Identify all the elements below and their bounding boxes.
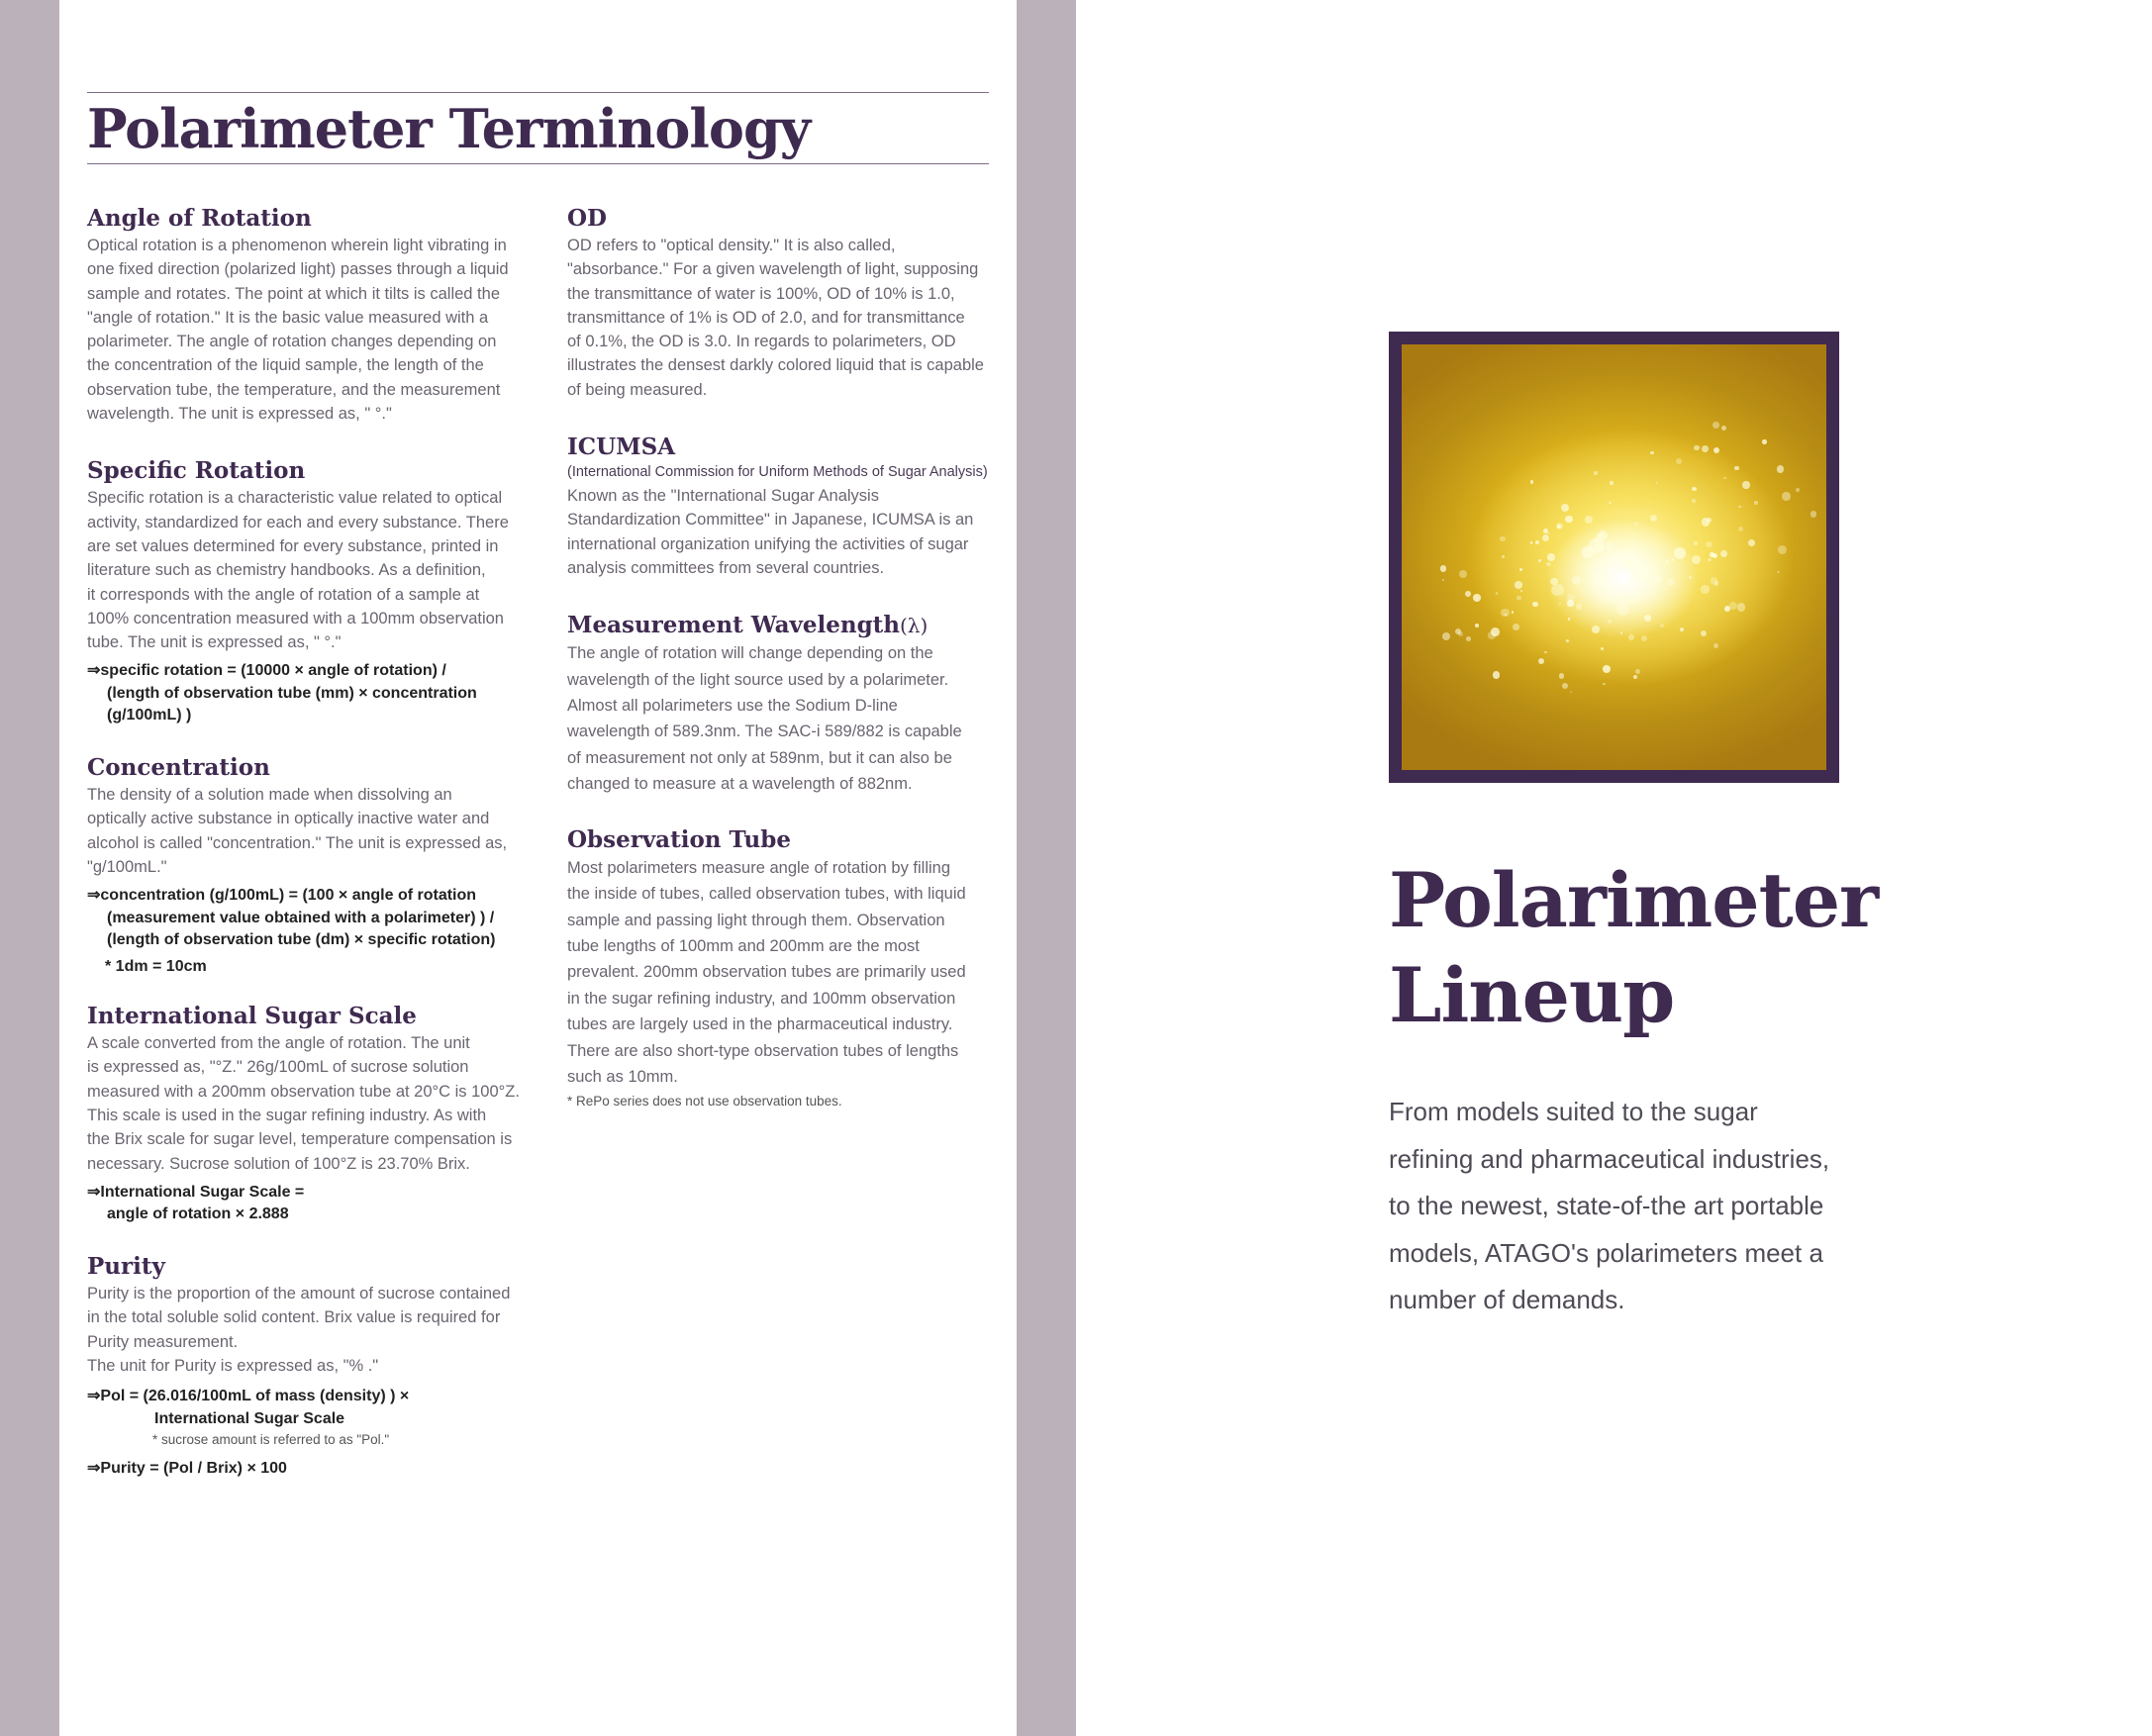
term-heading: OD — [567, 205, 607, 232]
sparkle — [1458, 631, 1463, 636]
term-observation-tube — [567, 825, 989, 1112]
term-body: The density of a solution made when dissolving an optically active substance in optically inactive water and alcohol is called "concentration." The unit is expressed as, "g/100mL." — [87, 785, 508, 876]
sparkle — [1603, 683, 1605, 685]
term-international-sugar-scale — [87, 1002, 544, 1226]
sparkle — [1542, 534, 1549, 541]
terminology-page — [59, 0, 1017, 1736]
term-icumsa — [567, 433, 989, 580]
sparkle — [1610, 481, 1614, 485]
term-body: A scale converted from the angle of rotation. The unit is expressed as, "°Z." 26g/100mL of sucrose solution measured with a 200mm observation tube at 20°C is 100°Z. This scale is used in the sugar refining industry. As with the Brix scale for sugar level, temperature compensation is necessary. Sucrose solution of 100°Z is 23.70% Brix. — [87, 1034, 520, 1173]
sparkle — [1572, 576, 1581, 585]
sparkle — [1535, 540, 1539, 544]
sparkle — [1538, 559, 1541, 562]
sparkle — [1543, 529, 1548, 533]
sparkle — [1689, 576, 1692, 579]
sparkle — [1720, 550, 1727, 557]
sparkle — [1721, 426, 1726, 431]
term-body: The angle of rotation will change depending on the wavelength of the light source used by a polarimeter. Almost all polarimeters use the Sodium D-line wavelength of 589.3nm. The SAC-i 589/882 is capable of measurement not only at 589nm, but it can also be changed to measure at a wavelength of 882nm. — [567, 644, 962, 794]
sparkle — [1810, 511, 1816, 517]
term-heading: International Sugar Scale — [87, 1003, 417, 1030]
sparkle — [1465, 591, 1471, 597]
sparkle — [1641, 635, 1647, 641]
term-body: Specific rotation is a characteristic value related to optical activity, standardized for each and every substance. There are set values determined for every substance, printed in literature such as chemistry handbooks. As a definition, it corresponds with the angle of rotation of a sample at 100% concentration measured with a 100mm observation tube. The unit is expressed as, " °." — [87, 489, 509, 652]
sparkle — [1551, 584, 1564, 597]
center-gutter-band — [1017, 0, 1076, 1736]
sparkle — [1701, 585, 1710, 594]
term-body: Purity is the proportion of the amount of sucrose contained in the total soluble solid content. Brix value is required for Purity measurement. The unit for Purity is expressed as, "% ." — [87, 1284, 511, 1375]
sparkle — [1576, 604, 1581, 609]
sparkle — [1562, 683, 1568, 689]
sparkle — [1594, 471, 1598, 475]
sparkle — [1565, 516, 1572, 523]
sparkle — [1592, 626, 1600, 633]
sparkle — [1628, 558, 1640, 570]
term-concentration — [87, 753, 544, 978]
sparkle — [1633, 675, 1637, 679]
pol-formula: ⇒Pol = (26.016/100mL of mass (density) ) × — [87, 1388, 410, 1405]
sparkle — [1566, 639, 1569, 642]
title-top-rule — [87, 92, 989, 93]
sparkle — [1729, 602, 1737, 610]
sparkle — [1546, 562, 1550, 566]
sparkle — [1656, 482, 1659, 485]
title-bottom-rule — [87, 163, 989, 164]
sparkle — [1692, 499, 1696, 503]
term-heading: Purity — [87, 1252, 165, 1280]
term-od — [567, 204, 989, 402]
sparkle — [1500, 536, 1505, 541]
term-heading — [567, 611, 989, 640]
sparkle — [1628, 634, 1634, 640]
sparkle — [1488, 631, 1495, 638]
sparkle — [1608, 620, 1612, 624]
sparkle — [1712, 422, 1719, 429]
sparkle — [1655, 598, 1657, 600]
terminology-right-column — [567, 204, 989, 1111]
sparkle — [1676, 458, 1682, 464]
sparkle — [1710, 552, 1713, 556]
sparkle — [1660, 624, 1664, 627]
golden-light-image — [1402, 344, 1826, 770]
sparkle — [1674, 547, 1686, 559]
sparkle — [1635, 669, 1640, 674]
sparkle — [1530, 480, 1534, 484]
term-heading: Angle of Rotation — [87, 205, 312, 232]
sparkle — [1671, 558, 1674, 561]
sparkle — [1599, 562, 1605, 568]
sparkle — [1796, 488, 1800, 492]
term-angle-of-rotation — [87, 204, 544, 426]
term-body: Most polarimeters measure angle of rotation by filling the inside of tubes, called observation tubes, with liquid sample and passing light through them. Observation tube lengths of 100mm and 200mm are the most prevalent. 200mm observation tubes are primarily used in the sugar refining industry, and 100mm observation tubes are largely used in the pharmaceutical industry. There are also short-type observation tubes of lengths such as 10mm. — [567, 858, 966, 1086]
sparkle — [1493, 671, 1500, 678]
term-purity — [87, 1252, 544, 1481]
sparkle — [1610, 555, 1616, 562]
page-title: Polarimeter Terminology — [87, 97, 811, 160]
sparkle — [1519, 568, 1522, 571]
term-body: Known as the "International Sugar Analysis Standardization Committee" in Japanese, ICUMSA is an international organization unifying the activities of sugar analysis committees from several countries. — [567, 487, 974, 577]
sparkle — [1694, 541, 1698, 545]
sparkle — [1655, 576, 1661, 582]
term-heading: Specific Rotation — [87, 457, 306, 485]
sparkle — [1442, 579, 1445, 582]
sparkle — [1748, 539, 1755, 546]
sparkle — [1559, 603, 1561, 605]
sparkle — [1530, 541, 1533, 544]
term-heading: Observation Tube — [567, 825, 791, 853]
sparkle — [1615, 566, 1618, 569]
sparkle — [1475, 624, 1479, 627]
sparkle — [1777, 571, 1780, 574]
lineup-description: From models suited to the sugar refining and pharmaceutical industries, to the newest, state-of-the art portable models, ATAGO's polarimeters meet a number of demands. — [1389, 1097, 1830, 1315]
sparkle — [1701, 630, 1707, 636]
sparkle — [1644, 615, 1651, 622]
sparkle — [1742, 481, 1750, 489]
sparkle — [1516, 596, 1521, 601]
sparkle — [1559, 673, 1564, 678]
pol-formula-continued: International Sugar Scale — [154, 1409, 345, 1427]
sparkle — [1556, 523, 1564, 530]
term-formula: ⇒International Sugar Scale = angle of rotation × 2.888 — [87, 1183, 305, 1223]
sparkle — [1711, 577, 1717, 584]
sparkle — [1782, 492, 1791, 501]
sparkle — [1603, 665, 1611, 673]
sparkle — [1602, 583, 1614, 595]
sparkle — [1520, 590, 1522, 592]
sparkle — [1650, 515, 1657, 522]
sparkle — [1532, 602, 1538, 608]
sparkle — [1762, 439, 1767, 444]
sparkle — [1723, 477, 1726, 480]
term-specific-rotation — [87, 456, 544, 727]
lineup-page — [1076, 0, 2152, 1736]
sparkle — [1466, 636, 1471, 641]
term-footnote: * RePo series does not use observation tubes. — [567, 1094, 842, 1109]
sparkle — [1692, 487, 1697, 492]
term-heading: ICUMSA — [567, 434, 676, 461]
sparkle — [1538, 658, 1544, 664]
term-heading: Concentration — [87, 753, 270, 781]
sparkle — [1738, 527, 1743, 531]
sparkle — [1724, 606, 1730, 612]
formula-note: * 1dm = 10cm — [105, 957, 207, 975]
sparkle — [1667, 578, 1675, 586]
sparkle — [1692, 555, 1701, 564]
sparkle — [1702, 518, 1710, 526]
sparkle — [1706, 541, 1712, 547]
lineup-title: Polarimeter Lineup — [1389, 856, 1879, 1039]
sparkle — [1570, 691, 1572, 693]
sparkle — [1620, 631, 1623, 634]
term-body: OD refers to "optical density." It is also called, "absorbance." For a given wavelength of light, supposing the transmittance of water is 100%, OD of 10% is 1.0, transmittance of 1% is OD of 2.0, and for transmittance of 0.1%, the OD is 3.0. In regards to polarimeters, OD illustrates the densest darkly colored liquid that is capable of being measured. — [567, 237, 984, 399]
sparkle — [1512, 611, 1515, 614]
sparkle — [1713, 643, 1718, 648]
term-formula: ⇒specific rotation = (10000 × angle of rotation) / (length of observation tube (mm) × concentration (g/100mL) ) — [87, 662, 477, 724]
term-heading-text: Measurement Wavelength — [567, 612, 900, 639]
sparkle — [1440, 565, 1446, 571]
left-margin-band — [0, 0, 59, 1736]
sparkle — [1544, 651, 1547, 654]
sparkle — [1619, 549, 1623, 553]
polarized-light-photo-frame — [1389, 332, 1839, 783]
sparkle — [1568, 618, 1571, 621]
terminology-left-column — [87, 204, 544, 1481]
sparkle — [1634, 522, 1638, 526]
term-formula: ⇒concentration (g/100mL) = (100 × angle of rotation (measurement value obtained with a polarimeter) ) / (length of observation tube (dm) × specific rotation) — [87, 887, 496, 949]
sparkle — [1778, 545, 1787, 554]
sparkle — [1650, 451, 1653, 454]
sparkle — [1702, 445, 1709, 452]
sparkle — [1601, 647, 1604, 650]
sparkle — [1442, 632, 1450, 640]
sparkle — [1585, 516, 1593, 524]
sparkle — [1459, 570, 1467, 578]
lambda-symbol: (λ) — [900, 614, 929, 638]
sparkle — [1708, 558, 1712, 562]
sparkle — [1547, 553, 1555, 561]
sparkle — [1754, 501, 1758, 505]
sparkle — [1513, 624, 1519, 630]
sparkle — [1694, 445, 1700, 451]
sparkle — [1561, 504, 1569, 512]
purity-formula: ⇒Purity = (Pol / Brix) × 100 — [87, 1460, 287, 1478]
sparkle — [1515, 581, 1522, 589]
sparkle — [1734, 466, 1739, 471]
pol-footnote: * sucrose amount is referred to as "Pol." — [152, 1432, 390, 1448]
sparkle — [1713, 447, 1719, 453]
sparkle — [1616, 603, 1628, 615]
sparkle — [1777, 465, 1784, 472]
sparkle — [1606, 541, 1614, 550]
sparkle — [1496, 592, 1499, 595]
sparkle — [1624, 554, 1630, 560]
term-measurement-wavelength — [567, 611, 989, 797]
sparkle — [1502, 555, 1505, 558]
sparkle — [1609, 502, 1611, 504]
term-body: Optical rotation is a phenomenon wherein light vibrating in one fixed direction (polarized light) passes through a liquid sample and rotates. The point at which it tilts is called the "angle of rotation." It is the basic value measured with a polarimeter. The angle of rotation changes depending on the concentration of the liquid sample, the length of the observation tube, the temperature, and the measurement wavelength. The unit is expressed as, " °." — [87, 237, 509, 424]
sparkle — [1737, 603, 1745, 611]
sparkle — [1473, 594, 1481, 602]
sparkle — [1665, 560, 1669, 564]
sparkle — [1567, 600, 1573, 606]
sparkle — [1680, 627, 1684, 631]
term-subheading: (International Commission for Uniform Methods of Sugar Analysis) — [567, 464, 988, 481]
sparkle — [1738, 506, 1740, 508]
